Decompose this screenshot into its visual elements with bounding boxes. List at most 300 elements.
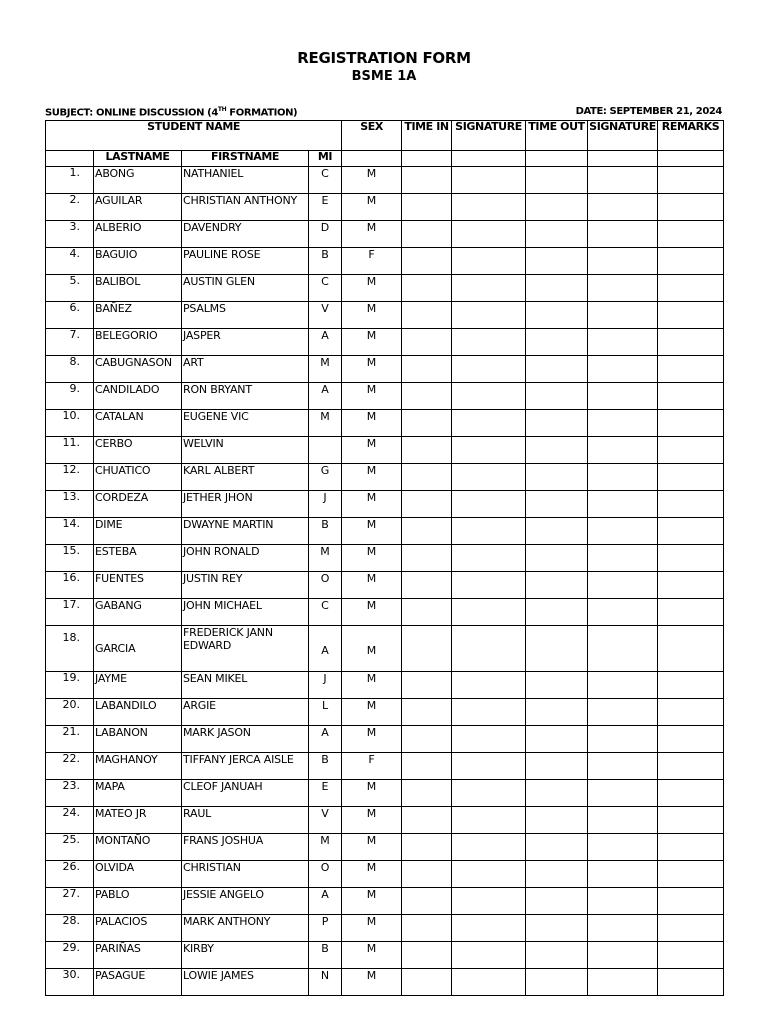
firstname-cell: DWAYNE MARTIN <box>182 518 309 545</box>
signature-out-cell[interactable] <box>588 302 658 329</box>
time-in-cell[interactable] <box>402 807 452 834</box>
lastname-cell: ESTEBA <box>94 545 182 572</box>
lastname-cell: MAPA <box>94 780 182 807</box>
row-number: 9. <box>46 383 94 410</box>
time-out-cell[interactable] <box>526 915 588 942</box>
time-in-cell[interactable] <box>402 464 452 491</box>
signature-out-cell[interactable] <box>588 464 658 491</box>
time-in-cell[interactable] <box>402 275 452 302</box>
lastname-cell: FUENTES <box>94 572 182 599</box>
lastname-cell: PABLO <box>94 888 182 915</box>
sex-cell: M <box>342 699 402 726</box>
signature-in-cell[interactable] <box>452 464 526 491</box>
signature-out-cell[interactable] <box>588 861 658 888</box>
time-in-cell[interactable] <box>402 491 452 518</box>
signature-in-cell[interactable] <box>452 491 526 518</box>
time-out-cell[interactable] <box>526 464 588 491</box>
remarks-cell[interactable] <box>658 780 724 807</box>
table-row <box>46 699 724 726</box>
remarks-cell[interactable] <box>658 807 724 834</box>
signature-out-cell[interactable] <box>588 545 658 572</box>
row-number: 23. <box>46 780 94 807</box>
table-row <box>46 626 724 672</box>
row-number: 2. <box>46 194 94 221</box>
firstname-cell: JOHN MICHAEL <box>182 599 309 626</box>
signature-in-header: SIGNATURE <box>452 121 526 151</box>
time-out-cell[interactable] <box>526 807 588 834</box>
blank-header-cell <box>452 151 526 167</box>
signature-out-header: SIGNATURE <box>588 121 658 151</box>
table-row <box>46 726 724 753</box>
remarks-cell[interactable] <box>658 518 724 545</box>
sex-cell: M <box>342 780 402 807</box>
mi-cell: B <box>309 518 342 545</box>
signature-in-cell[interactable] <box>452 726 526 753</box>
time-in-cell[interactable] <box>402 248 452 275</box>
remarks-cell[interactable] <box>658 410 724 437</box>
time-in-cell[interactable] <box>402 518 452 545</box>
row-number: 1. <box>46 167 94 194</box>
firstname-cell: FRANS JOSHUA <box>182 834 309 861</box>
time-out-cell[interactable] <box>526 248 588 275</box>
table-row <box>46 572 724 599</box>
firstname-cell: TIFFANY JERCA AISLE <box>182 753 309 780</box>
time-out-cell[interactable] <box>526 861 588 888</box>
remarks-cell[interactable] <box>658 834 724 861</box>
table-row <box>46 969 724 996</box>
signature-in-cell[interactable] <box>452 383 526 410</box>
signature-out-cell[interactable] <box>588 672 658 699</box>
row-number: 26. <box>46 861 94 888</box>
table-row <box>46 275 724 302</box>
signature-in-cell[interactable] <box>452 167 526 194</box>
time-in-cell[interactable] <box>402 302 452 329</box>
firstname-cell: PAULINE ROSE <box>182 248 309 275</box>
time-in-cell[interactable] <box>402 861 452 888</box>
lastname-cell: PASAGUE <box>94 969 182 996</box>
sex-cell: M <box>342 167 402 194</box>
time-in-cell[interactable] <box>402 942 452 969</box>
sex-cell: M <box>342 888 402 915</box>
time-in-cell[interactable] <box>402 780 452 807</box>
mi-cell: C <box>309 275 342 302</box>
remarks-cell[interactable] <box>658 464 724 491</box>
time-out-cell[interactable] <box>526 410 588 437</box>
signature-out-cell[interactable] <box>588 221 658 248</box>
signature-in-cell[interactable] <box>452 275 526 302</box>
student-name-header: STUDENT NAME <box>46 121 342 151</box>
mi-cell: A <box>309 888 342 915</box>
row-number: 18. <box>46 626 94 672</box>
lastname-cell: LABANDILO <box>94 699 182 726</box>
time-in-cell[interactable] <box>402 726 452 753</box>
time-out-cell[interactable] <box>526 969 588 996</box>
time-out-cell[interactable] <box>526 491 588 518</box>
firstname-cell: MARK ANTHONY <box>182 915 309 942</box>
time-out-cell[interactable] <box>526 518 588 545</box>
mi-cell: A <box>309 383 342 410</box>
firstname-cell: ARGIE <box>182 699 309 726</box>
signature-in-cell[interactable] <box>452 518 526 545</box>
lastname-cell: MATEO JR <box>94 807 182 834</box>
signature-in-cell[interactable] <box>452 545 526 572</box>
signature-in-cell[interactable] <box>452 834 526 861</box>
table-row <box>46 464 724 491</box>
firstname-cell: JESSIE ANGELO <box>182 888 309 915</box>
signature-in-cell[interactable] <box>452 753 526 780</box>
time-in-cell[interactable] <box>402 329 452 356</box>
sex-cell: M <box>342 383 402 410</box>
time-out-cell[interactable] <box>526 221 588 248</box>
time-out-cell[interactable] <box>526 383 588 410</box>
mi-cell: C <box>309 167 342 194</box>
time-in-cell[interactable] <box>402 888 452 915</box>
table-row <box>46 834 724 861</box>
firstname-cell: NATHANIEL <box>182 167 309 194</box>
mi-cell: E <box>309 194 342 221</box>
form-title: REGISTRATION FORM <box>297 49 471 67</box>
sex-cell: M <box>342 518 402 545</box>
signature-in-cell[interactable] <box>452 437 526 464</box>
mi-cell: M <box>309 410 342 437</box>
remarks-cell[interactable] <box>658 545 724 572</box>
remarks-cell[interactable] <box>658 275 724 302</box>
row-number: 14. <box>46 518 94 545</box>
signature-out-cell[interactable] <box>588 167 658 194</box>
signature-out-cell[interactable] <box>588 807 658 834</box>
header-row-primary <box>46 121 724 151</box>
lastname-cell: MONTAÑO <box>94 834 182 861</box>
lastname-cell: OLVIDA <box>94 861 182 888</box>
lastname-cell: ABONG <box>94 167 182 194</box>
time-out-cell[interactable] <box>526 699 588 726</box>
time-out-cell[interactable] <box>526 356 588 383</box>
firstname-cell: SEAN MIKEL <box>182 672 309 699</box>
mi-cell: G <box>309 464 342 491</box>
time-in-cell[interactable] <box>402 410 452 437</box>
firstname-cell: CHRISTIAN ANTHONY <box>182 194 309 221</box>
signature-in-cell[interactable] <box>452 780 526 807</box>
signature-out-cell[interactable] <box>588 572 658 599</box>
table-row <box>46 780 724 807</box>
signature-in-cell[interactable] <box>452 699 526 726</box>
time-out-cell[interactable] <box>526 726 588 753</box>
time-in-cell[interactable] <box>402 626 452 672</box>
row-number: 13. <box>46 491 94 518</box>
time-out-cell[interactable] <box>526 780 588 807</box>
remarks-cell[interactable] <box>658 861 724 888</box>
remarks-cell[interactable] <box>658 437 724 464</box>
date-line: DATE: SEPTEMBER 21, 2024 <box>575 106 722 117</box>
time-in-cell[interactable] <box>402 167 452 194</box>
signature-in-cell[interactable] <box>452 599 526 626</box>
row-number: 3. <box>46 221 94 248</box>
signature-out-cell[interactable] <box>588 942 658 969</box>
remarks-cell[interactable] <box>658 726 724 753</box>
time-in-cell[interactable] <box>402 221 452 248</box>
time-out-cell[interactable] <box>526 672 588 699</box>
signature-in-cell[interactable] <box>452 194 526 221</box>
remarks-cell[interactable] <box>658 699 724 726</box>
table-row <box>46 329 724 356</box>
sex-cell: M <box>342 807 402 834</box>
blank-header-cell <box>588 151 658 167</box>
signature-out-cell[interactable] <box>588 518 658 545</box>
sex-cell: M <box>342 572 402 599</box>
firstname-cell: KARL ALBERT <box>182 464 309 491</box>
remarks-cell[interactable] <box>658 356 724 383</box>
row-number: 4. <box>46 248 94 275</box>
signature-in-cell[interactable] <box>452 672 526 699</box>
lastname-cell: CHUATICO <box>94 464 182 491</box>
firstname-cell: MARK JASON <box>182 726 309 753</box>
row-number: 30. <box>46 969 94 996</box>
sex-cell: M <box>342 834 402 861</box>
signature-out-cell[interactable] <box>588 491 658 518</box>
sex-cell: M <box>342 194 402 221</box>
signature-out-cell[interactable] <box>588 194 658 221</box>
subject-line <box>45 106 297 118</box>
time-in-cell[interactable] <box>402 383 452 410</box>
signature-out-cell[interactable] <box>588 410 658 437</box>
time-in-cell[interactable] <box>402 672 452 699</box>
lastname-cell: BELEGORIO <box>94 329 182 356</box>
signature-out-cell[interactable] <box>588 599 658 626</box>
signature-in-cell[interactable] <box>452 410 526 437</box>
row-number: 24. <box>46 807 94 834</box>
table-row <box>46 383 724 410</box>
signature-in-cell[interactable] <box>452 302 526 329</box>
time-in-cell[interactable] <box>402 753 452 780</box>
time-out-cell[interactable] <box>526 626 588 672</box>
row-number: 6. <box>46 302 94 329</box>
signature-in-cell[interactable] <box>452 942 526 969</box>
firstname-cell: CLEOF JANUAH <box>182 780 309 807</box>
lastname-cell: CATALAN <box>94 410 182 437</box>
time-out-cell[interactable] <box>526 545 588 572</box>
time-out-cell[interactable] <box>526 753 588 780</box>
header-row-secondary <box>46 151 724 167</box>
signature-out-cell[interactable] <box>588 888 658 915</box>
signature-out-cell[interactable] <box>588 753 658 780</box>
signature-in-cell[interactable] <box>452 969 526 996</box>
signature-in-cell[interactable] <box>452 861 526 888</box>
signature-out-cell[interactable] <box>588 275 658 302</box>
time-in-cell[interactable] <box>402 545 452 572</box>
mi-cell: M <box>309 356 342 383</box>
signature-in-cell[interactable] <box>452 221 526 248</box>
mi-cell: V <box>309 807 342 834</box>
time-out-cell[interactable] <box>526 942 588 969</box>
time-out-cell[interactable] <box>526 194 588 221</box>
signature-in-cell[interactable] <box>452 356 526 383</box>
firstname-cell: ART <box>182 356 309 383</box>
sex-cell: M <box>342 626 402 672</box>
time-out-cell[interactable] <box>526 834 588 861</box>
signature-out-cell[interactable] <box>588 780 658 807</box>
row-number: 10. <box>46 410 94 437</box>
signature-out-cell[interactable] <box>588 437 658 464</box>
sex-cell: M <box>342 942 402 969</box>
mi-cell: L <box>309 699 342 726</box>
table-row <box>46 807 724 834</box>
signature-out-cell[interactable] <box>588 356 658 383</box>
firstname-cell: AUSTIN GLEN <box>182 275 309 302</box>
lastname-cell: CABUGNASON <box>94 356 182 383</box>
remarks-cell[interactable] <box>658 969 724 996</box>
signature-in-cell[interactable] <box>452 329 526 356</box>
signature-out-cell[interactable] <box>588 834 658 861</box>
signature-out-cell[interactable] <box>588 329 658 356</box>
remarks-cell[interactable] <box>658 626 724 672</box>
sex-cell: F <box>342 753 402 780</box>
lastname-cell: MAGHANOY <box>94 753 182 780</box>
sex-header: SEX <box>342 121 402 151</box>
table-row <box>46 221 724 248</box>
row-number: 20. <box>46 699 94 726</box>
row-number: 25. <box>46 834 94 861</box>
sex-cell: M <box>342 410 402 437</box>
mi-cell: E <box>309 780 342 807</box>
lastname-cell: PALACIOS <box>94 915 182 942</box>
firstname-cell: LOWIE JAMES <box>182 969 309 996</box>
signature-in-cell[interactable] <box>452 572 526 599</box>
signature-in-cell[interactable] <box>452 915 526 942</box>
row-number: 28. <box>46 915 94 942</box>
time-in-cell[interactable] <box>402 194 452 221</box>
remarks-cell[interactable] <box>658 888 724 915</box>
table-row <box>46 545 724 572</box>
sex-cell: M <box>342 356 402 383</box>
time-out-cell[interactable] <box>526 572 588 599</box>
time-in-cell[interactable] <box>402 356 452 383</box>
time-in-cell[interactable] <box>402 599 452 626</box>
row-number: 5. <box>46 275 94 302</box>
firstname-cell: CHRISTIAN <box>182 861 309 888</box>
signature-out-cell[interactable] <box>588 969 658 996</box>
row-number: 29. <box>46 942 94 969</box>
mi-cell <box>309 437 342 464</box>
signature-out-cell[interactable] <box>588 383 658 410</box>
blank-header-cell <box>402 151 452 167</box>
signature-in-cell[interactable] <box>452 626 526 672</box>
sex-cell: M <box>342 491 402 518</box>
table-row <box>46 599 724 626</box>
mi-cell: V <box>309 302 342 329</box>
sex-cell: M <box>342 545 402 572</box>
remarks-cell[interactable] <box>658 302 724 329</box>
remarks-cell[interactable] <box>658 753 724 780</box>
remarks-cell[interactable] <box>658 167 724 194</box>
lastname-cell: ALBERIO <box>94 221 182 248</box>
time-in-cell[interactable] <box>402 969 452 996</box>
time-in-cell[interactable] <box>402 699 452 726</box>
remarks-cell[interactable] <box>658 194 724 221</box>
signature-out-cell[interactable] <box>588 248 658 275</box>
remarks-cell[interactable] <box>658 572 724 599</box>
subject-superscript: TH <box>217 106 227 113</box>
student-rows <box>46 167 724 996</box>
mi-cell: O <box>309 861 342 888</box>
sex-cell: M <box>342 329 402 356</box>
remarks-cell[interactable] <box>658 383 724 410</box>
mi-cell: J <box>309 672 342 699</box>
time-out-cell[interactable] <box>526 275 588 302</box>
remarks-cell[interactable] <box>658 329 724 356</box>
signature-in-cell[interactable] <box>452 888 526 915</box>
remarks-cell[interactable] <box>658 672 724 699</box>
sex-cell: M <box>342 302 402 329</box>
mi-cell: P <box>309 915 342 942</box>
table-row <box>46 302 724 329</box>
row-number: 22. <box>46 753 94 780</box>
time-out-cell[interactable] <box>526 888 588 915</box>
lastname-cell: DIME <box>94 518 182 545</box>
table-row <box>46 915 724 942</box>
remarks-cell[interactable] <box>658 491 724 518</box>
mi-cell: A <box>309 626 342 672</box>
number-header <box>46 151 94 167</box>
signature-out-cell[interactable] <box>588 626 658 672</box>
time-out-cell[interactable] <box>526 329 588 356</box>
row-number: 17. <box>46 599 94 626</box>
signature-in-cell[interactable] <box>452 807 526 834</box>
time-in-cell[interactable] <box>402 437 452 464</box>
table-row <box>46 437 724 464</box>
mi-cell: D <box>309 221 342 248</box>
table-row <box>46 248 724 275</box>
sex-cell: M <box>342 275 402 302</box>
mi-cell: M <box>309 834 342 861</box>
mi-cell: M <box>309 545 342 572</box>
lastname-cell: PARIÑAS <box>94 942 182 969</box>
sex-cell: M <box>342 861 402 888</box>
time-in-cell[interactable] <box>402 572 452 599</box>
remarks-cell[interactable] <box>658 248 724 275</box>
table-row <box>46 491 724 518</box>
firstname-cell: JOHN RONALD <box>182 545 309 572</box>
sex-cell: M <box>342 437 402 464</box>
row-number: 21. <box>46 726 94 753</box>
time-in-cell[interactable] <box>402 834 452 861</box>
row-number: 7. <box>46 329 94 356</box>
time-out-cell[interactable] <box>526 167 588 194</box>
signature-out-cell[interactable] <box>588 915 658 942</box>
sex-cell: M <box>342 464 402 491</box>
row-number: 11. <box>46 437 94 464</box>
table-row <box>46 672 724 699</box>
remarks-cell[interactable] <box>658 221 724 248</box>
signature-out-cell[interactable] <box>588 726 658 753</box>
lastname-cell: CORDEZA <box>94 491 182 518</box>
subject-prefix: SUBJECT: ONLINE DISCUSSION (4 <box>45 107 218 119</box>
signature-out-cell[interactable] <box>588 699 658 726</box>
mi-cell: A <box>309 726 342 753</box>
mi-cell: O <box>309 572 342 599</box>
time-out-header: TIME OUT <box>526 121 588 151</box>
signature-in-cell[interactable] <box>452 248 526 275</box>
time-in-cell[interactable] <box>402 915 452 942</box>
table-row <box>46 356 724 383</box>
time-out-cell[interactable] <box>526 437 588 464</box>
sex-cell: M <box>342 969 402 996</box>
time-out-cell[interactable] <box>526 599 588 626</box>
remarks-cell[interactable] <box>658 942 724 969</box>
time-out-cell[interactable] <box>526 302 588 329</box>
remarks-cell[interactable] <box>658 915 724 942</box>
remarks-cell[interactable] <box>658 599 724 626</box>
lastname-cell: LABANON <box>94 726 182 753</box>
